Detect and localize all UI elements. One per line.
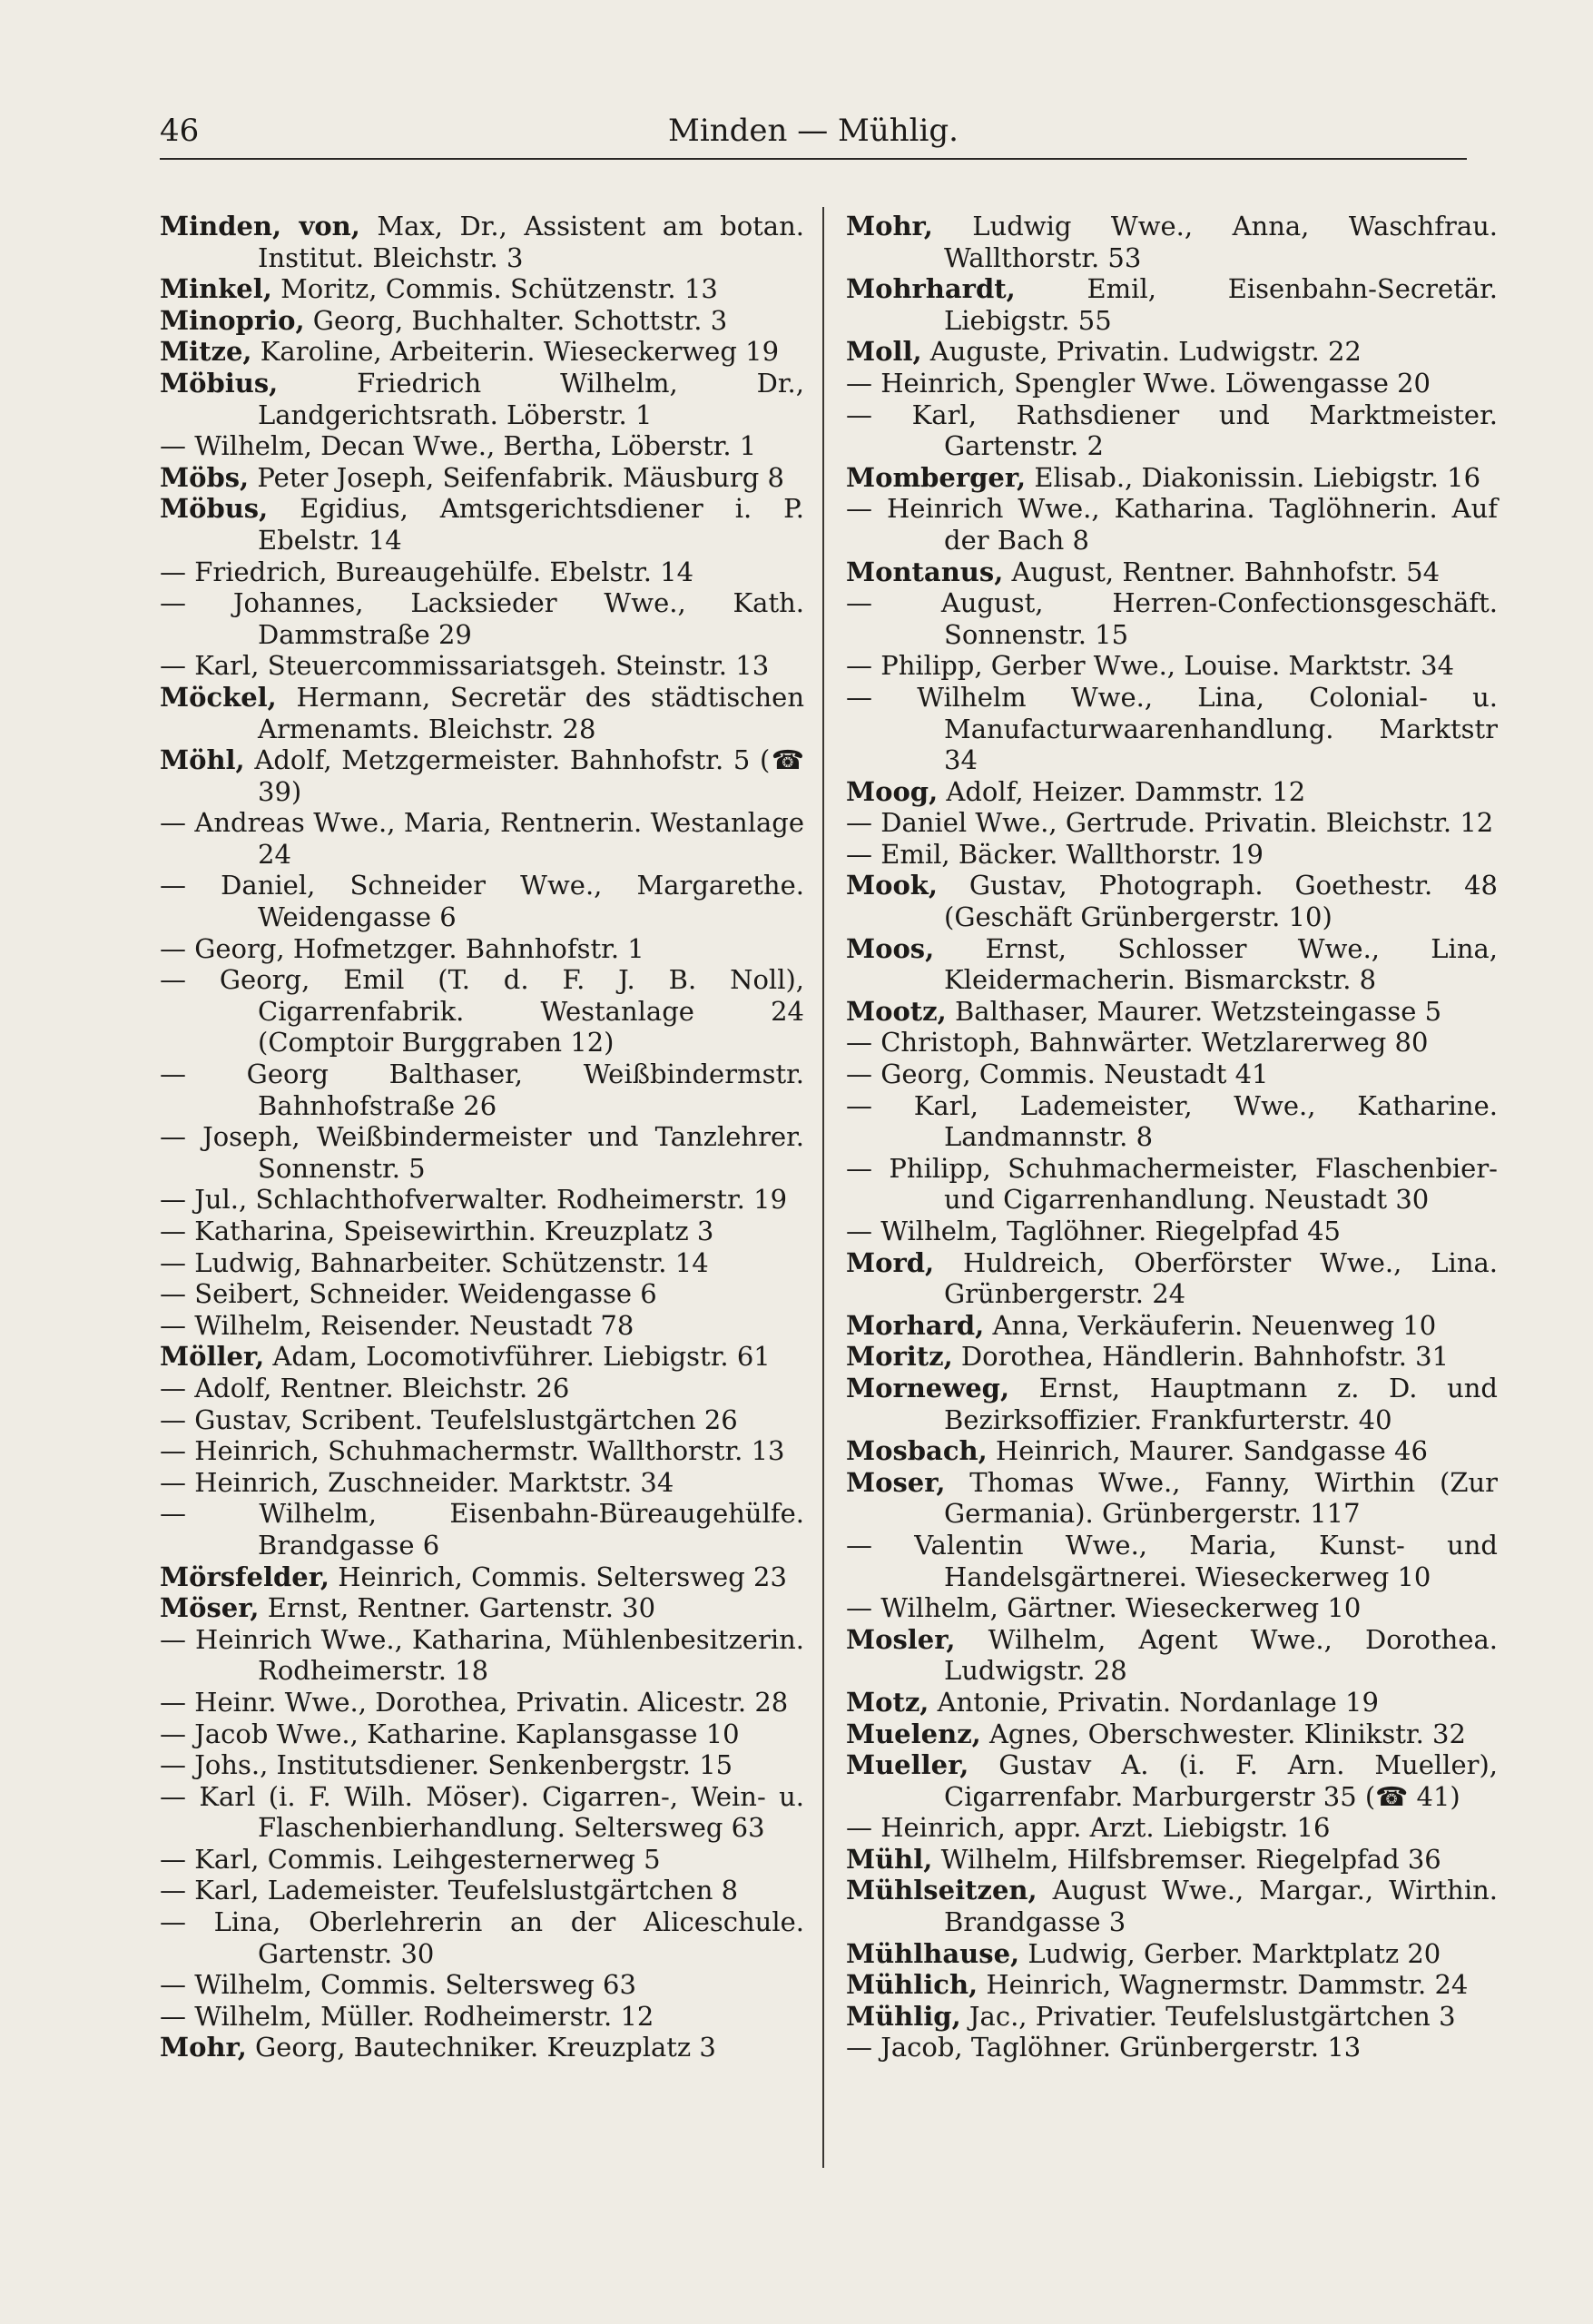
- directory-entry: [160, 1059, 804, 1121]
- directory-entry: [160, 1718, 804, 1750]
- entry-surname: Morneweg,: [846, 1372, 1010, 1403]
- directory-entry: [160, 211, 804, 273]
- entry-text: — Friedrich, Bureaugehülfe. Ebelstr. 14: [160, 556, 694, 587]
- directory-entry: [846, 1090, 1498, 1153]
- entry-text: — Wilhelm, Taglöhner. Riegelpfad 45: [846, 1216, 1341, 1246]
- entry-text: — Johs., Institutsdiener. Senkenbergstr. 15: [160, 1749, 733, 1781]
- directory-entry: [846, 1059, 1498, 1090]
- entry-surname: Moritz,: [846, 1341, 953, 1373]
- entry-text: — Jacob, Taglöhner. Grünbergerstr. 13: [846, 2032, 1362, 2063]
- entry-text: Ernst, Rentner. Gartenstr. 30: [267, 1592, 656, 1624]
- entry-text: — Wilhelm, Müller. Rodheimerstr. 12: [160, 2000, 654, 2032]
- entry-surname: Mitze,: [160, 336, 252, 368]
- directory-entry: [160, 1247, 804, 1279]
- directory-entry: [846, 1435, 1498, 1467]
- directory-entry: [846, 462, 1498, 494]
- entry-surname: Mühlhause,: [846, 1937, 1020, 1969]
- entry-text: — Heinr. Wwe., Dorothea, Privatin. Alicestr. 28: [160, 1686, 789, 1718]
- directory-entry: [846, 336, 1498, 368]
- entry-surname: Muelenz,: [846, 1718, 981, 1749]
- entry-surname: Mohr,: [846, 211, 933, 241]
- directory-entry: [160, 933, 804, 965]
- entry-surname: Mühlig,: [846, 2000, 961, 2032]
- directory-entry: [160, 964, 804, 1059]
- directory-entry: [846, 1153, 1498, 1216]
- directory-entry: [846, 1844, 1498, 1876]
- entry-text: Balthaser, Maurer. Wetzsteingasse 5: [954, 995, 1442, 1027]
- entry-text: — Karl, Rathsdiener und Marktmeister. Gartenstr. 2: [846, 399, 1498, 462]
- entry-text: — Heinrich, Spengler Wwe. Löwengasse 20: [846, 367, 1431, 399]
- directory-entry: [160, 1592, 804, 1624]
- entry-text: Heinrich, Maurer. Sandgasse 46: [995, 1435, 1428, 1467]
- entry-text: Gustav A. (i. F. Arn. Mueller), Cigarrenfabr. Marburgerstr 35 (☎ 41): [944, 1749, 1498, 1812]
- directory-entry: [846, 650, 1498, 682]
- directory-entry: [160, 1184, 804, 1216]
- directory-entry: [160, 430, 804, 462]
- directory-entry: [160, 650, 804, 682]
- entry-text: — Valentin Wwe., Maria, Kunst- und Handelsgärtnerei. Wieseckerweg 10: [846, 1529, 1498, 1592]
- directory-entry: [846, 493, 1498, 556]
- directory-entry: [160, 556, 804, 588]
- directory-entry: [160, 493, 804, 556]
- directory-entry: [846, 1624, 1498, 1687]
- entry-text: Ludwig, Gerber. Marktplatz 20: [1028, 1937, 1441, 1969]
- directory-entry: [846, 1247, 1498, 1310]
- directory-entry: [846, 2001, 1498, 2033]
- entry-text: — Gustav, Scribent. Teufelslustgärtchen 26: [160, 1403, 738, 1435]
- entry-surname: Möhl,: [160, 744, 245, 776]
- directory-entry: [846, 1749, 1498, 1812]
- entry-text: — Jacob Wwe., Katharine. Kaplansgasse 10: [160, 1718, 740, 1749]
- entry-text: Georg, Buchhalter. Schottstr. 3: [312, 304, 728, 336]
- entry-text: — Jul., Schlachthofverwalter. Rodheimerstr. 19: [160, 1184, 788, 1216]
- entry-text: — Heinrich Wwe., Katharina. Taglöhnerin. Auf der Bach 8: [846, 493, 1498, 556]
- entry-text: — Andreas Wwe., Maria, Rentnerin. Westanlage 24: [160, 807, 804, 870]
- entry-surname: Minkel,: [160, 273, 272, 305]
- entry-surname: Morhard,: [846, 1309, 985, 1341]
- directory-entry: [160, 2001, 804, 2033]
- entry-surname: Mühlich,: [846, 1969, 978, 2001]
- entry-text: Georg, Bautechniker. Kreuzplatz 3: [255, 2032, 716, 2063]
- entry-text: — Joseph, Weißbindermeister und Tanzlehrer. Sonnenstr. 5: [160, 1121, 804, 1184]
- entry-text: Egidius, Amtsgerichtsdiener i. P. Ebelstr. 14: [258, 493, 804, 556]
- directory-entry: [160, 1435, 804, 1467]
- entry-surname: Möbs,: [160, 461, 250, 493]
- directory-entry: [160, 807, 804, 870]
- directory-entry: [846, 1812, 1498, 1844]
- entry-text: Ludwig Wwe., Anna, Waschfrau. Wallthorstr. 53: [944, 211, 1498, 273]
- entry-text: Thomas Wwe., Fanny, Wirthin (Zur Germania). Grünbergerstr. 117: [944, 1466, 1499, 1530]
- directory-entry: [846, 587, 1498, 650]
- entry-surname: Minden, von,: [160, 211, 360, 241]
- directory-entry: [846, 996, 1498, 1028]
- directory-entry: [160, 1404, 804, 1436]
- entry-text: Karoline, Arbeiterin. Wieseckerweg 19: [260, 336, 780, 368]
- directory-entry: [846, 273, 1498, 336]
- entry-surname: Möckel,: [160, 681, 277, 713]
- directory-entry: [160, 1844, 804, 1876]
- entry-text: August Wwe., Margar., Wirthin. Brandgasse 3: [944, 1875, 1499, 1938]
- entry-surname: Motz,: [846, 1686, 929, 1718]
- directory-entry: [846, 211, 1498, 273]
- entry-text: — Georg, Commis. Neustadt 41: [846, 1059, 1269, 1090]
- entry-text: Elisab., Diakonissin. Liebigstr. 16: [1034, 461, 1481, 493]
- entry-surname: Möbius,: [160, 367, 279, 399]
- directory-entry: [846, 1467, 1498, 1530]
- entry-text: — Karl, Steuercommissariatsgeh. Steinstr. 13: [160, 650, 770, 682]
- entry-text: — Emil, Bäcker. Wallthorstr. 19: [846, 838, 1264, 870]
- directory-entry: [160, 587, 804, 650]
- entry-text: Huldreich, Oberförster Wwe., Lina. Grünbergerstr. 24: [944, 1246, 1499, 1310]
- entry-text: — Georg, Hofmetzger. Bahnhofstr. 1: [160, 932, 644, 964]
- directory-entry: [846, 1718, 1498, 1750]
- entry-text: — Daniel Wwe., Gertrude. Privatin. Bleichstr. 12: [846, 807, 1494, 839]
- entry-surname: Moser,: [846, 1466, 946, 1498]
- entry-text: — Adolf, Rentner. Bleichstr. 26: [160, 1372, 570, 1403]
- entry-text: Hermann, Secretär des städtischen Armenamts. Bleichstr. 28: [258, 681, 805, 744]
- entry-text: — Christoph, Bahnwärter. Wetzlarerweg 80: [846, 1027, 1429, 1059]
- entry-surname: Mootz,: [846, 995, 947, 1027]
- entry-text: — Heinrich, Schuhmachermstr. Wallthorstr. 13: [160, 1435, 785, 1467]
- entry-text: — Daniel, Schneider Wwe., Margarethe. Weidengasse 6: [160, 870, 804, 933]
- entry-text: — Heinrich, Zuschneider. Marktstr. 34: [160, 1466, 674, 1498]
- directory-entry: [160, 1749, 804, 1781]
- directory-entry: [160, 1624, 804, 1687]
- directory-entry: [160, 1906, 804, 1969]
- directory-entry: [160, 368, 804, 430]
- entry-text: Gustav, Photograph. Goethestr. 48 (Geschäft Grünbergerstr. 10): [944, 870, 1498, 933]
- entry-surname: Mord,: [846, 1246, 935, 1278]
- directory-entry: [160, 1216, 804, 1247]
- directory-entry: [160, 1467, 804, 1499]
- directory-entry: [846, 1687, 1498, 1718]
- entry-text: Ernst, Schlosser Wwe., Lina, Kleidermacherin. Bismarckstr. 8: [944, 932, 1498, 996]
- entry-text: Heinrich, Commis. Seltersweg 23: [338, 1561, 787, 1592]
- entry-surname: Moll,: [846, 336, 922, 368]
- entry-surname: Mohr,: [160, 2032, 247, 2063]
- left-column: [160, 211, 804, 2063]
- directory-entry: [160, 1561, 804, 1593]
- entry-text: Auguste, Privatin. Ludwigstr. 22: [929, 336, 1362, 368]
- entry-text: — Wilhelm, Gärtner. Wieseckerweg 10: [846, 1592, 1362, 1624]
- directory-entry: [846, 368, 1498, 399]
- entry-text: August, Rentner. Bahnhofstr. 54: [1011, 556, 1441, 587]
- directory-entry: [160, 1341, 804, 1373]
- entry-text: Adolf, Metzgermeister. Bahnhofstr. 5 (☎ 39): [254, 744, 804, 807]
- directory-entry: [846, 839, 1498, 871]
- entry-text: — Katharina, Speisewirthin. Kreuzplatz 3: [160, 1216, 714, 1246]
- directory-entry: [846, 1373, 1498, 1435]
- entry-text: — Heinrich, appr. Arzt. Liebigstr. 16: [846, 1812, 1331, 1844]
- entry-text: — Wilhelm, Eisenbahn-Büreaugehülfe. Brandgasse 6: [160, 1498, 804, 1561]
- directory-entry: [160, 273, 804, 305]
- entry-text: — Wilhelm, Decan Wwe., Bertha, Löberstr. 1: [160, 430, 757, 462]
- entry-text: — Lina, Oberlehrerin an der Aliceschule. Gartenstr. 30: [160, 1906, 804, 1969]
- entry-surname: Minoprio,: [160, 304, 305, 336]
- directory-entry: [846, 556, 1498, 588]
- directory-entry: [846, 2032, 1498, 2063]
- directory-entry: [846, 1969, 1498, 2001]
- entry-surname: Mosbach,: [846, 1435, 988, 1467]
- entry-text: — Johannes, Lacksieder Wwe., Kath. Dammstraße 29: [160, 587, 804, 650]
- column-divider: [822, 207, 824, 2168]
- entry-text: — Philipp, Gerber Wwe., Louise. Marktstr. 34: [846, 650, 1455, 682]
- entry-text: — August, Herren-Confectionsgeschäft. Sonnenstr. 15: [846, 587, 1498, 650]
- directory-entry: [160, 1781, 804, 1844]
- entry-text: — Heinrich Wwe., Katharina, Mühlenbesitzerin. Rodheimerstr. 18: [160, 1623, 804, 1687]
- directory-entry: [846, 1216, 1498, 1247]
- entry-surname: Moos,: [846, 932, 935, 964]
- entry-text: — Wilhelm, Commis. Seltersweg 63: [160, 1969, 636, 2001]
- directory-entry: [160, 1373, 804, 1404]
- directory-entry: [160, 1875, 804, 1906]
- entry-surname: Möller,: [160, 1341, 265, 1373]
- entry-surname: Möser,: [160, 1592, 260, 1624]
- entry-text: Wilhelm, Agent Wwe., Dorothea. Ludwigstr. 28: [944, 1623, 1498, 1687]
- directory-entry: [846, 807, 1498, 839]
- directory-entry: [846, 870, 1498, 932]
- entry-text: Jac., Privatier. Teufelslustgärtchen 3: [969, 2000, 1456, 2032]
- directory-entry: [160, 1121, 804, 1184]
- entry-text: Adam, Locomotivführer. Liebigstr. 61: [272, 1341, 771, 1373]
- directory-entry: [160, 1310, 804, 1342]
- directory-entry: [846, 933, 1498, 996]
- entry-surname: Mohrhardt,: [846, 273, 1016, 305]
- entry-text: — Philipp, Schuhmachermeister, Flaschenbier- und Cigarrenhandlung. Neustadt 30: [846, 1152, 1498, 1216]
- entry-text: Max, Dr., Assistent am botan. Institut. Bleichstr. 3: [258, 211, 804, 273]
- entry-text: — Karl (i. F. Wilh. Möser). Cigarren-, Wein- u. Flaschenbierhandlung. Seltersweg 63: [160, 1780, 804, 1844]
- directory-entry: [160, 1278, 804, 1310]
- entry-text: — Karl, Lademeister. Teufelslustgärtchen 8: [160, 1875, 739, 1906]
- entry-text: Heinrich, Wagnermstr. Dammstr. 24: [986, 1969, 1469, 2001]
- entry-surname: Mühlseitzen,: [846, 1875, 1037, 1906]
- entry-text: — Ludwig, Bahnarbeiter. Schützenstr. 14: [160, 1246, 709, 1278]
- entry-text: Dorothea, Händlerin. Bahnhofstr. 31: [960, 1341, 1450, 1373]
- entry-surname: Momberger,: [846, 461, 1027, 493]
- entry-text: Friedrich Wilhelm, Dr., Landgerichtsrath. Löberstr. 1: [258, 367, 804, 430]
- entry-surname: Mühl,: [846, 1843, 933, 1875]
- directory-entry: [160, 2032, 804, 2063]
- directory-entry: [846, 776, 1498, 808]
- directory-entry: [160, 462, 804, 494]
- directory-entry: [160, 1969, 804, 2001]
- directory-entry: [160, 870, 804, 932]
- directory-entry: [846, 682, 1498, 776]
- right-column: [846, 211, 1498, 2063]
- directory-entry: [160, 1687, 804, 1718]
- directory-entry: [846, 1530, 1498, 1592]
- entry-surname: Mueller,: [846, 1749, 969, 1781]
- directory-entry: [160, 305, 804, 337]
- entry-text: Anna, Verkäuferin. Neuenweg 10: [992, 1309, 1437, 1341]
- entry-text: — Georg Balthaser, Weißbindermstr. Bahnhofstraße 26: [160, 1059, 804, 1121]
- directory-entry: [846, 1938, 1498, 1970]
- header-rule: [160, 158, 1467, 160]
- entry-text: — Georg, Emil (T. d. F. J. B. Noll), Cigarrenfabrik. Westanlage 24 (Comptoir Burggraben 12): [160, 964, 804, 1059]
- entry-text: Moritz, Commis. Schützenstr. 13: [280, 273, 718, 305]
- directory-entry: [846, 1341, 1498, 1373]
- entry-text: Peter Joseph, Seifenfabrik. Mäusburg 8: [257, 461, 784, 493]
- directory-entry: [160, 1498, 804, 1561]
- entry-surname: Möbus,: [160, 493, 269, 525]
- entry-text: Ernst, Hauptmann z. D. und Bezirksoffizier. Frankfurterstr. 40: [944, 1372, 1498, 1435]
- entry-text: Adolf, Heizer. Dammstr. 12: [946, 775, 1306, 807]
- entry-text: Antonie, Privatin. Nordanlage 19: [937, 1686, 1379, 1718]
- directory-entry: [846, 1592, 1498, 1624]
- entry-text: — Seibert, Schneider. Weidengasse 6: [160, 1278, 657, 1310]
- entry-text: — Karl, Lademeister, Wwe., Katharine. Landmannstr. 8: [846, 1089, 1498, 1153]
- directory-entry: [846, 1310, 1498, 1342]
- page-number: 46: [160, 113, 200, 149]
- entry-surname: Mook,: [846, 870, 938, 901]
- entry-text: — Wilhelm Wwe., Lina, Colonial- u. Manufacturwaarenhandlung. Marktstr 34: [846, 681, 1498, 776]
- entry-text: Agnes, Oberschwester. Klinikstr. 32: [988, 1718, 1466, 1749]
- directory-entry: [846, 1875, 1498, 1937]
- running-title: Minden — Mühlig.: [668, 113, 959, 149]
- page-header: [160, 107, 1467, 158]
- entry-text: — Wilhelm, Reisender. Neustadt 78: [160, 1309, 634, 1341]
- entry-surname: Moog,: [846, 775, 939, 807]
- directory-entry: [160, 682, 804, 744]
- directory-entry: [160, 336, 804, 368]
- entry-surname: Montanus,: [846, 556, 1004, 587]
- directory-entry: [846, 1027, 1498, 1059]
- entry-text: — Karl, Commis. Leihgesternerweg 5: [160, 1843, 661, 1875]
- directory-entry: [160, 744, 804, 807]
- directory-entry: [846, 399, 1498, 462]
- entry-text: Emil, Eisenbahn-Secretär. Liebigstr. 55: [944, 273, 1499, 336]
- entry-text: Wilhelm, Hilfsbremser. Riegelpfad 36: [940, 1843, 1441, 1875]
- entry-surname: Mörsfelder,: [160, 1561, 329, 1592]
- entry-surname: Mosler,: [846, 1623, 956, 1655]
